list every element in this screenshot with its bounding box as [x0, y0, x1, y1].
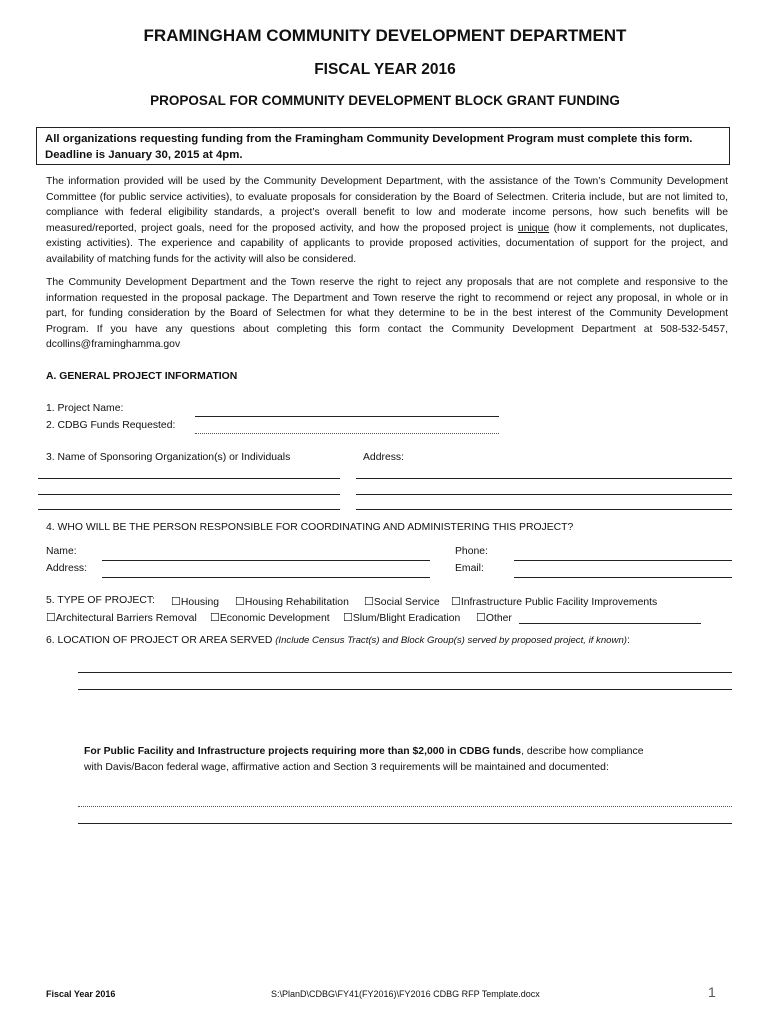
contact-name-label: Name:	[46, 546, 77, 557]
housing-rehab-checkbox-icon[interactable]: ☐	[235, 596, 245, 608]
location-field-1[interactable]	[78, 672, 732, 673]
infrastructure-checkbox-icon[interactable]: ☐	[451, 596, 461, 608]
contact-email-label: Email:	[455, 563, 484, 574]
sponsoring-org-field-3[interactable]	[38, 509, 340, 510]
location-question	[46, 635, 630, 646]
footer-fiscal-year: Fiscal Year 2016	[46, 989, 116, 999]
barriers-checkbox-icon[interactable]: ☐	[46, 612, 56, 624]
social-service-checkbox-icon[interactable]: ☐	[364, 596, 374, 608]
contact-phone-label: Phone:	[455, 546, 488, 557]
public-facility-bold: For Public Facility and Infrastructure projects requiring more than $2,000 in CDBG funds	[84, 746, 522, 757]
social-service-label: Social Service	[373, 597, 440, 608]
project-name-label: 1. Project Name:	[46, 403, 124, 414]
sponsoring-org-field-2[interactable]	[38, 494, 340, 495]
barriers-label: Architectural Barriers Removal	[55, 613, 197, 624]
responsible-person-question: 4. WHO WILL BE THE PERSON RESPONSIBLE FOR COORDINATING AND ADMINISTERING THIS PROJECT?	[46, 522, 574, 533]
footer-file-path: S:\PlanD\CDBG\FY41(FY2016)\FY2016 CDBG RFP Template.docx	[271, 989, 540, 999]
slum-blight-checkbox-icon[interactable]: ☐	[343, 612, 353, 624]
info-paragraph	[46, 174, 728, 268]
economic-label: Economic Development	[219, 613, 330, 624]
type-housing-rehab-option[interactable]	[235, 595, 349, 608]
location-field-2[interactable]	[78, 689, 732, 690]
housing-label: Housing	[180, 597, 219, 608]
unique-emphasis: unique	[517, 222, 550, 234]
type-barriers-option[interactable]	[46, 611, 197, 624]
fiscal-year-title: FISCAL YEAR 2016	[314, 61, 456, 78]
contact-address-field[interactable]	[102, 577, 430, 578]
sponsor-address-field-1[interactable]	[356, 478, 732, 479]
contact-email-field[interactable]	[514, 577, 732, 578]
sponsor-address-field-2[interactable]	[356, 494, 732, 495]
sponsoring-org-field-1[interactable]	[38, 478, 340, 479]
rights-paragraph: The Community Development Department and the Town reserve the right to reject any proposals that are not complete and responsive to the information requested in the proposal package. The Department and Town reserve the right to recommend or reject any proposal, in whole or in part, for funding consideration by the Board of Selectmen for what they determine to be in the best interest of the Community Development Program. If you have any questions about completing this form contact the Community Development Department at 508-532-5457, dcollins@framinghamma.gov	[46, 277, 728, 351]
funds-requested-field[interactable]	[195, 433, 499, 434]
funds-requested-label: 2. CDBG Funds Requested:	[46, 420, 176, 431]
type-slum-blight-option[interactable]	[343, 611, 460, 624]
contact-name-field[interactable]	[102, 560, 430, 561]
location-colon: :	[626, 635, 630, 646]
type-other-option[interactable]	[476, 611, 512, 624]
other-type-field[interactable]	[519, 623, 701, 624]
location-label: 6. LOCATION OF PROJECT OR AREA SERVED	[46, 635, 273, 646]
sponsor-address-field-3[interactable]	[356, 509, 732, 510]
other-label: Other	[485, 613, 512, 624]
compliance-field-2[interactable]	[78, 823, 732, 824]
type-infrastructure-option[interactable]	[451, 595, 657, 608]
housing-checkbox-icon[interactable]: ☐	[171, 596, 181, 608]
other-checkbox-icon[interactable]: ☐	[476, 612, 486, 624]
type-economic-option[interactable]	[210, 611, 330, 624]
infrastructure-label: Infrastructure Public Facility Improvements	[460, 597, 658, 608]
info-paragraph-text-end: (how it complements, not duplicates, existing activities). The experience and capability of applicants to provide proposed activities, documentation of support for the project, and availability of matching funds for the activity will also be considered.	[46, 222, 728, 265]
type-social-service-option[interactable]	[364, 595, 440, 608]
section-a-heading: A. GENERAL PROJECT INFORMATION	[46, 371, 238, 382]
sponsoring-org-label: 3. Name of Sponsoring Organization(s) or Individuals	[46, 452, 291, 463]
contact-phone-field[interactable]	[514, 560, 732, 561]
type-housing-option[interactable]	[171, 595, 219, 608]
proposal-title: PROPOSAL FOR COMMUNITY DEVELOPMENT BLOCK GRANT FUNDING	[150, 93, 620, 108]
slum-blight-label: Slum/Blight Eradication	[352, 613, 461, 624]
public-facility-prompt	[84, 746, 644, 757]
public-facility-prompt-line2: with Davis/Bacon federal wage, affirmative action and Section 3 requirements will be maintained and documented:	[84, 762, 609, 773]
info-paragraph-text: The information provided will be used by the Community Development Department, with the assistance of the Town’s Community Development Committee (for public service activities), to evaluate proposals for consideration by the Board of Selectmen. Criteria include, but are not limited to, compliance with federal eligibility standards, a project’s overall benefit to low and moderate income persons, how such benefits will be measured/reported, project goals, need for the proposed activity, and how the proposed project is	[46, 176, 728, 234]
location-note: (Include Census Tract(s) and Block Group(s) served by proposed project, if known)	[275, 635, 627, 646]
department-title: FRAMINGHAM COMMUNITY DEVELOPMENT DEPARTMENT	[143, 26, 627, 45]
housing-rehab-label: Housing Rehabilitation	[244, 597, 349, 608]
economic-checkbox-icon[interactable]: ☐	[210, 612, 220, 624]
deadline-notice-box: All organizations requesting funding from the Framingham Community Development Program must complete this form. Deadline is January 30, 2015 at 4pm.	[36, 127, 730, 165]
sponsor-address-label: Address:	[363, 452, 405, 463]
project-name-field[interactable]	[195, 416, 499, 417]
contact-address-label: Address:	[46, 563, 88, 574]
compliance-field-1[interactable]	[78, 806, 732, 807]
public-facility-rest: , describe how compliance	[521, 746, 644, 757]
page-number: 1	[708, 984, 716, 1000]
project-type-label: 5. TYPE OF PROJECT:	[46, 595, 155, 606]
